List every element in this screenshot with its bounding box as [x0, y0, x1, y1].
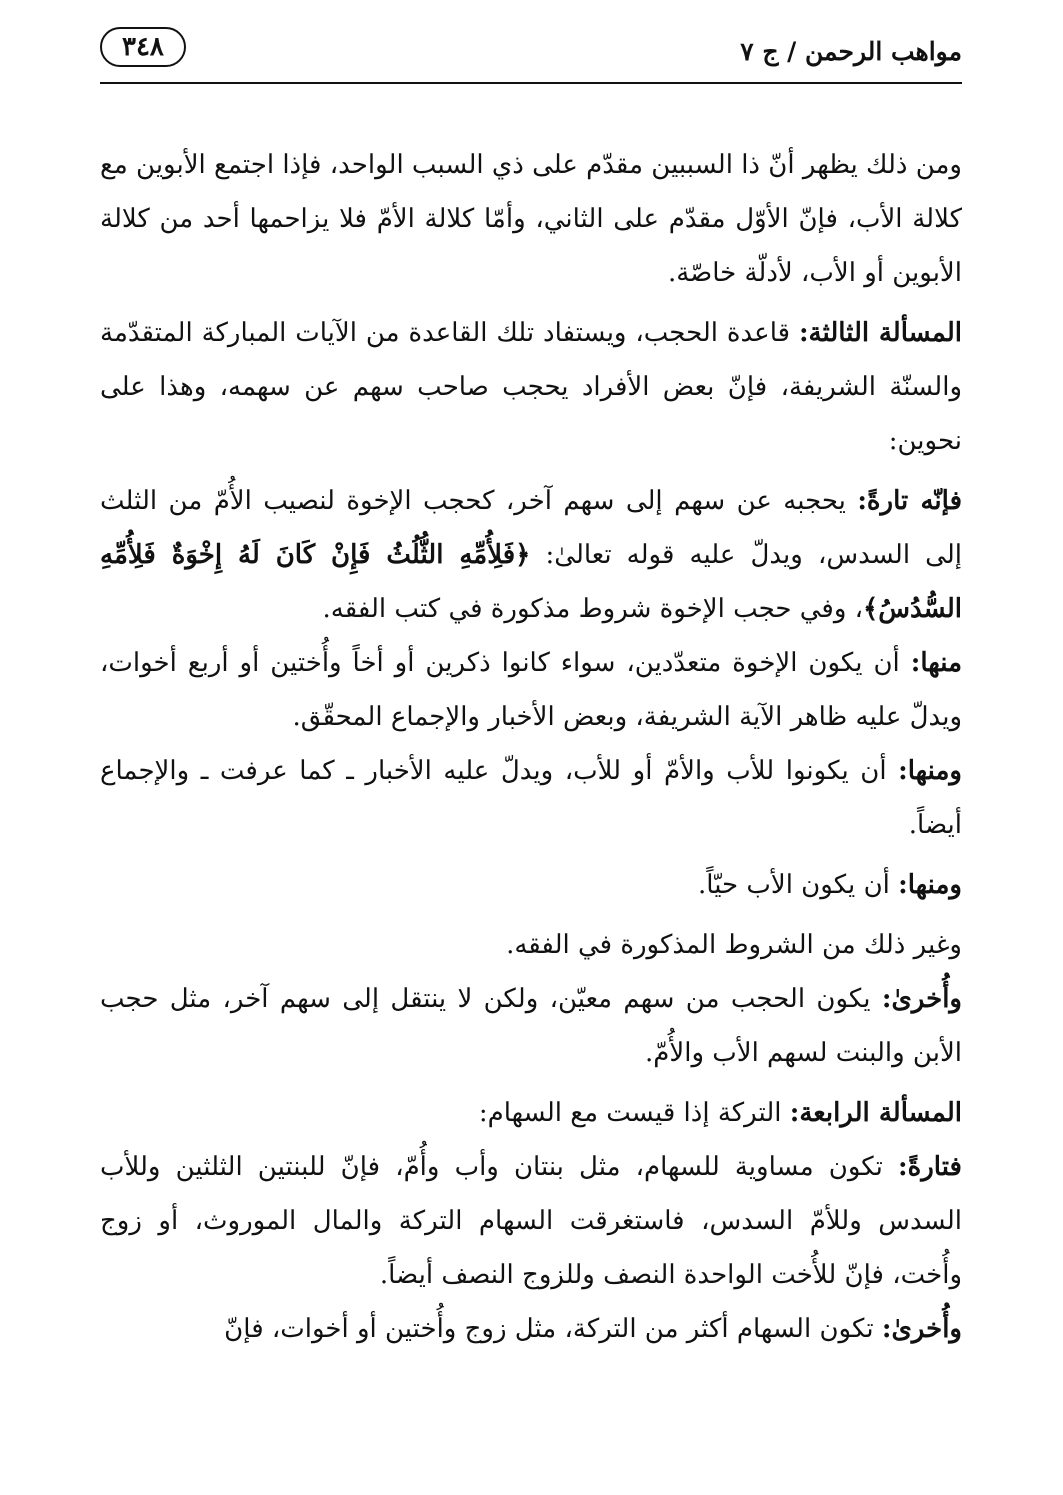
paragraph-text: أن يكون الإخوة متعدّدين، سواء كانوا ذكرين أو أخاً وأُختين أو أربع أخوات، ويدلّ عليه ظاهر الآية الشريفة، وبعض الأخبار والإجماع المحقّق.	[100, 648, 962, 732]
paragraph-text: وغير ذلك من الشروط المذكورة في الفقه.	[506, 930, 962, 960]
paragraph-lead: فإنّه تارةً:	[857, 486, 962, 516]
page-header	[100, 22, 962, 80]
paragraph-lead: منها:	[910, 648, 962, 678]
paragraph-lead: ومنها:	[898, 870, 962, 900]
paragraph	[100, 306, 962, 468]
main-text	[100, 138, 962, 1356]
paragraph-text: ومن ذلك يظهر أنّ ذا السببين مقدّم على ذي السبب الواحد، فإذا اجتمع الأبوين مع كلالة الأب، فإنّ الأوّل مقدّم على الثاني، وأمّا كلالة الأمّ فلا يزاحمها أحد من كلالة الأبوين أو الأب، لأدلّة خاصّة.	[100, 150, 962, 288]
paragraph-text: أن يكون الأب حيّاً.	[698, 870, 899, 900]
paragraph-text: يحجبه عن سهم إلى سهم آخر، كحجب الإخوة لنصيب الأُمّ من الثلث إلى السدس، ويدلّ عليه قوله تعالىٰ:	[100, 486, 962, 570]
running-title: مواهب الرحمن / ج ٧	[740, 36, 962, 66]
paragraph	[100, 138, 962, 300]
page-number: ٣٤٨	[100, 27, 186, 67]
paragraph-lead: المسألة الثالثة:	[798, 318, 962, 348]
paragraph-lead: المسألة الرابعة:	[789, 1098, 962, 1128]
paragraph-text: تكون السهام أكثر من التركة، مثل زوج وأُختين أو أخوات، فإنّ	[224, 1314, 882, 1344]
paragraph-text: قاعدة الحجب، ويستفاد تلك القاعدة من الآيات المباركة المتقدّمة والسنّة الشريفة، فإنّ بعض الأفراد يحجب صاحب سهم عن سهمه، وهذا على نحوين:	[100, 318, 962, 456]
paragraph-text: تكون مساوية للسهام، مثل بنتان وأب وأُمّ، فإنّ للبنتين الثلثين وللأب السدس وللأمّ السدس، فاستغرقت السهام التركة والمال الموروث، أو زوج وأُخت، فإنّ للأُخت الواحدة النصف وللزوج النصف أيضاً.	[100, 1152, 962, 1290]
paragraph-text: يكون الحجب من سهم معيّن، ولكن لا ينتقل إلى سهم آخر، مثل حجب الأبن والبنت لسهم الأب والأُمّ.	[100, 984, 962, 1068]
paragraph	[100, 474, 962, 636]
paragraph	[100, 1140, 962, 1302]
paragraph	[100, 744, 962, 852]
paragraph-lead: وأُخرىٰ:	[881, 1314, 962, 1344]
paragraph-text: التركة إذا قيست مع السهام:	[478, 1098, 790, 1128]
paragraph-lead: فتارةً:	[898, 1152, 962, 1182]
paragraph-lead: ومنها:	[898, 756, 962, 786]
quran-verse: ﴿فَلِأُمِّهِ الثُّلُثُ فَإِنْ كَانَ لَهُ إِخْوَةٌ فَلِأُمِّهِ السُّدُسُ﴾	[100, 540, 962, 624]
paragraph	[100, 1302, 962, 1356]
paragraph-lead: وأُخرىٰ:	[881, 984, 962, 1014]
paragraph	[100, 636, 962, 744]
paragraph	[100, 858, 962, 912]
paragraph-text: أن يكونوا للأب والأمّ أو للأب، ويدلّ عليه الأخبار ـ كما عرفت ـ والإجماع أيضاً.	[100, 756, 962, 840]
paragraph-tail: ، وفي حجب الإخوة شروط مذكورة في كتب الفقه.	[322, 594, 864, 624]
header-divider	[100, 82, 962, 84]
paragraph	[100, 918, 962, 972]
paragraph	[100, 972, 962, 1080]
paragraph	[100, 1086, 962, 1140]
